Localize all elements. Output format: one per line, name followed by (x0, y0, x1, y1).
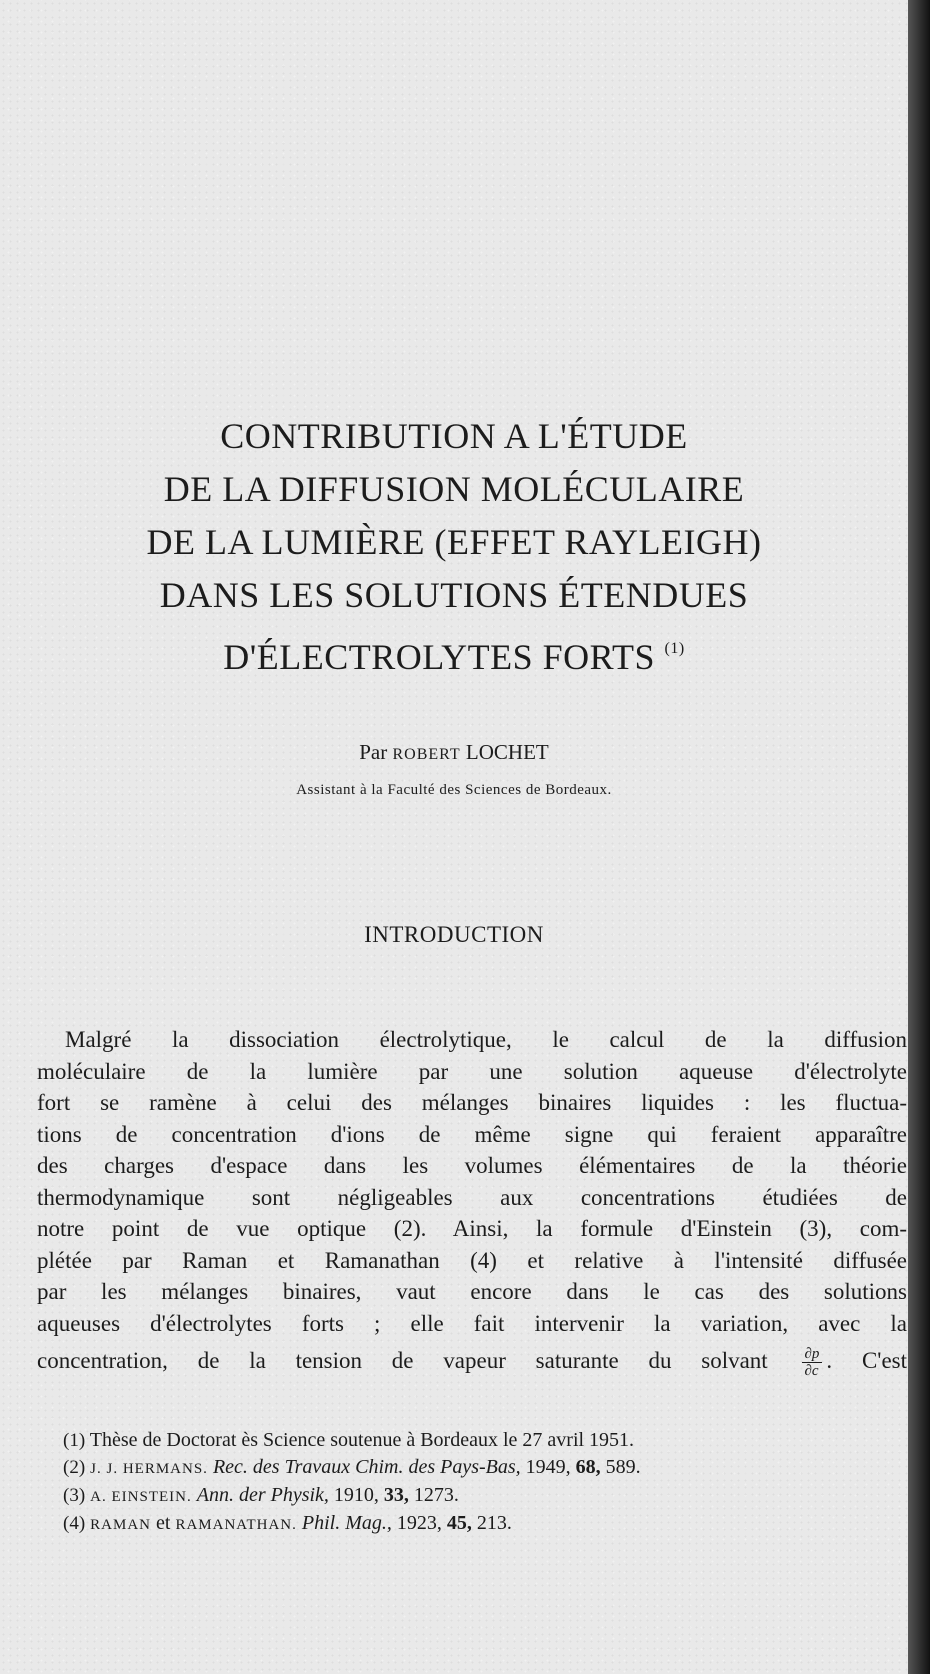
footnote-mark: (4) (63, 1513, 86, 1534)
footnote-mark: (3) (63, 1485, 86, 1506)
fraction-denominator: ∂c (804, 1363, 819, 1380)
footnote-author: RAMANATHAN. (175, 1517, 297, 1533)
body-line-text: concentration, de la tension de vapeur saturante du solvant (37, 1348, 768, 1373)
footnote-year: 1949, (525, 1456, 571, 1478)
footnote-author: RAMAN (90, 1517, 151, 1533)
body-line: moléculaire de la lumière par une solution aqueuse d'électrolyte (37, 1058, 907, 1084)
title-line: CONTRIBUTION A L'ÉTUDE (220, 416, 688, 456)
body-line: thermodynamique sont négligeables aux concentrations étudiées de (37, 1184, 907, 1210)
fraction-numerator: ∂p (802, 1346, 823, 1363)
article-title (0, 410, 908, 684)
body-paragraph (37, 1024, 907, 1383)
title-line-last (0, 622, 908, 684)
body-line: notre point de vue optique (2). Ainsi, la formule d'Einstein (3), com- (37, 1216, 907, 1241)
title-line: DANS LES SOLUTIONS ÉTENDUES (159, 575, 749, 615)
title-line-text: D'ÉLECTROLYTES FORTS (223, 637, 656, 677)
footnotes (63, 1427, 903, 1538)
footnote-3 (63, 1482, 903, 1510)
footnote-journal: Rec. des Travaux Chim. des Pays-Bas, (212, 1456, 521, 1478)
footnote-journal: Phil. Mag., (301, 1512, 392, 1534)
footnote-author: J. J. HERMANS. (90, 1461, 208, 1477)
title-line: DE LA DIFFUSION MOLÉCULAIRE (163, 469, 745, 509)
body-line-with-fraction (37, 1339, 907, 1383)
body-line: aqueuses d'électrolytes forts ; elle fait intervenir la variation, avec la (37, 1310, 907, 1336)
footnote-author: A. EINSTEIN. (90, 1489, 192, 1505)
footnote-conjunction: et (156, 1512, 171, 1534)
body-line: fort se ramène à celui des mélanges binaires liquides : les fluctua- (37, 1090, 907, 1115)
footnote-4 (63, 1510, 903, 1538)
footnote-volume: 33, (383, 1484, 409, 1506)
title-line: DE LA LUMIÈRE (EFFET RAYLEIGH) (146, 522, 762, 562)
footnote-page: 1273. (413, 1484, 459, 1506)
footnote-mark: (2) (63, 1457, 86, 1478)
body-line: par les mélanges binaires, vaut encore dans le cas des solutions (37, 1279, 907, 1304)
footnote-volume: 68, (575, 1456, 601, 1478)
partial-derivative-fraction (802, 1346, 823, 1379)
footnote-year: 1910, (333, 1484, 379, 1506)
author-byline (0, 740, 908, 765)
footnote-page: 589. (605, 1456, 641, 1478)
scan-edge-shadow (908, 0, 930, 1674)
footnote-journal: Ann. der Physik, (196, 1484, 329, 1506)
body-line-text: . C'est (826, 1348, 907, 1373)
body-line: Malgré la dissociation électrolytique, le calcul de la diffusion (65, 1027, 907, 1052)
author-affiliation: Assistant à la Faculté des Sciences de Bordeaux. (296, 782, 612, 798)
footnote-mark: (1) (63, 1430, 86, 1451)
footnote-page: 213. (476, 1512, 512, 1534)
author-first-name: ROBERT (392, 746, 461, 763)
body-line: des charges d'espace dans les volumes élémentaires de la théorie (37, 1153, 907, 1178)
footnote-volume: 45, (446, 1512, 472, 1534)
body-line: plétée par Raman et Ramanathan (4) et relative à l'intensité diffusée (37, 1247, 907, 1273)
byline-prefix: Par (359, 740, 393, 764)
body-line: tions de concentration d'ions de même signe qui feraient apparaître (37, 1121, 907, 1147)
footnote-2 (63, 1454, 903, 1482)
footnote-text: Thèse de Doctorat ès Science soutenue à Bordeaux le 27 avril 1951. (89, 1429, 635, 1451)
author-last-name: LOCHET (465, 740, 549, 764)
footnote-year: 1923, (396, 1512, 442, 1534)
title-footnote-mark[interactable]: (1) (664, 640, 685, 657)
section-heading: INTRODUCTION (364, 922, 544, 947)
footnote-1 (63, 1427, 903, 1454)
